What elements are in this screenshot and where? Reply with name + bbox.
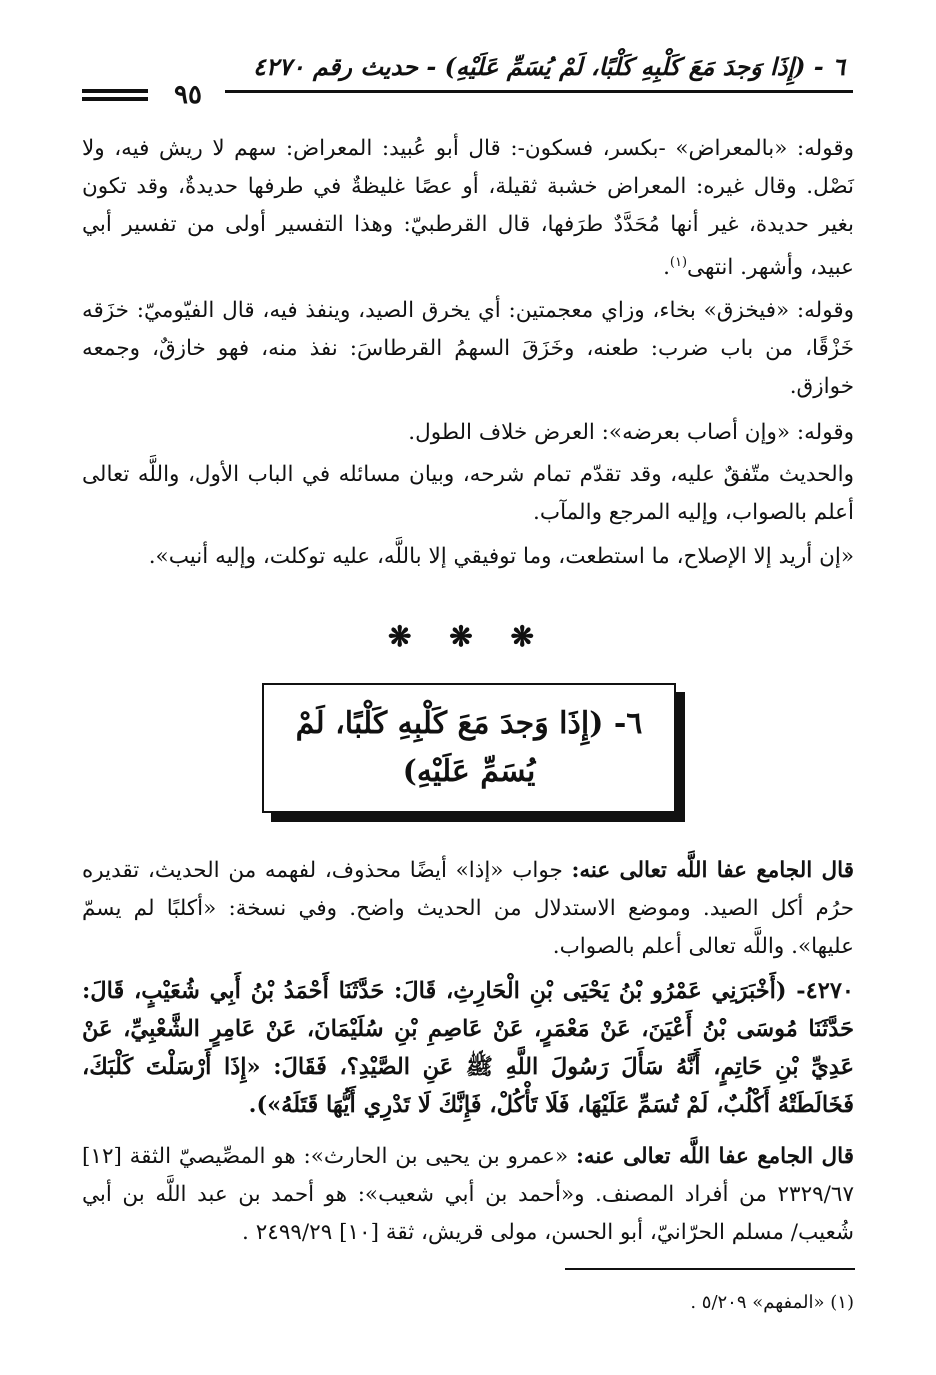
chapter-title: ٦- (إِذَا وَجدَ مَعَ كَلْبِهِ كَلْبًا، لَمْ يُسَمِّ عَلَيْهِ)	[295, 706, 643, 789]
paragraph-ard: وقوله: «وإن أصاب بعرضه»: العرض خلاف الطول.	[408, 420, 854, 445]
footnote: (١) «المفهم» ٥/٢٠٩ .	[690, 1292, 854, 1313]
chapter-title-box	[262, 683, 676, 813]
commentary-text: «عمرو بن يحيى بن الحارث»: هو المصِّيصيّ الثقة [١٢] ٢٣٢٩/٦٧ من أفراد المصنف. و«أحمد بن أبي شعيب»: هو أحمد بن عبد اللَّه بن أبي شُعيب/ مسلم الحرّانيّ، أبو الحسن، مولى قريش، ثقة [١٠] ٢٤٩٩/٢٩ .	[82, 1144, 854, 1245]
hadith-text: ٤٢٧٠- (أَخْبَرَنِي عَمْرُو بْنُ يَحْيَى بْنِ الْحَارِثِ، قَالَ: حَدَّثَنَا أَحْمَدُ بْنُ أَبِي شُعَيْبٍ، قَالَ: حَدَّثَنَا مُوسَى بْنُ أَعْيَنَ، عَنْ مَعْمَرٍ، عَنْ عَاصِمِ بْنِ سُلَيْمَانَ، عَنْ عَامِرٍ الشَّعْبِيِّ، عَنْ عَدِيِّ بْنِ حَاتِمٍ، أَنَّهُ سَأَلَ رَسُولَ اللَّهِ ﷺ عَنِ الصَّيْدِ؟، فَقَالَ: «إِذَا أَرْسَلْتَ كَلْبَكَ، فَخَالَطَتْهُ أَكْلُبٌ، لَمْ تُسَمِّ عَلَيْهَا، فَلَا تَأْكُلْ، فَإِنَّكَ لَا تَدْرِي أَيُّهَا قَتَلَهُ»).	[82, 978, 854, 1118]
commentary-text: جواب «إذا» أيضًا محذوف، لفهمه من الحديث، تقديره حرُم أكل الصيد. وموضع الاستدلال من الحديث واضح. وفي نسخة: «أكلبًا لم يسمّ عليها». واللَّه تعالى أعلم بالصواب.	[82, 858, 854, 959]
section-separator: ❋ ❋ ❋	[388, 620, 548, 653]
paragraph-commentary-1	[82, 852, 854, 966]
paragraph-end: .	[663, 255, 670, 281]
commentary-lead: قال الجامع عفا اللَّه تعالى عنه:	[575, 1144, 854, 1169]
footnote-rule	[565, 1268, 855, 1270]
header-rule	[225, 90, 853, 93]
page-number: ٩٥	[174, 80, 202, 110]
running-title: ٦ - (إِذَا وَجدَ مَعَ كَلْبِهِ كَلْبًا، لَمْ يُسَمِّ عَلَيْهِ) - حديث رقم ٤٢٧٠	[253, 52, 845, 81]
footnote-ref: (١)	[669, 255, 688, 270]
paragraph-quran-quote: «إن أريد إلا الإصلاح، ما استطعت، وما توفيقي إلا باللَّه، عليه توكلت، وإليه أنيب».	[148, 544, 854, 569]
paragraph-commentary-2	[82, 1138, 854, 1252]
commentary-lead: قال الجامع عفا اللَّه تعالى عنه:	[571, 858, 855, 883]
paragraph-text: وقوله: «بالمعراض» -بكسر، فسكون-: قال أبو عُبيد: المعراض: سهم لا ريش فيه، ولا نَصْل. وقال غيره: المعراض خشبة ثقيلة، أو عصًا غليظةٌ في طرفها حديدةٌ، وقد تكون بغير حديدة، غير أنها مُحَدَّدٌ طرَفها، قال القرطبيّ: وهذا التفسير أولى من تفسير أبي عبيد، وأشهر. انتهى	[82, 136, 854, 281]
paragraph-miraad	[82, 130, 854, 287]
paragraph-khazq: وقوله: «فيخزق» بخاء، وزاي معجمتين: أي يخرق الصيد، وينفذ فيه، قال الفيّوميّ: خزَقه خَزْقًا، من باب ضرب: طعنه، وخَزَقَ السهمُ القرطاسَ: نفذ منه، فهو خازقٌ، وجمعه خوازق.	[82, 298, 854, 399]
paragraph-hadith-agreed: والحديث متّفقٌ عليه، وقد تقدّم تمام شرحه، وبيان مسائله في الباب الأول، واللَّه تعالى أعلم بالصواب، وإليه المرجع والمآب.	[82, 462, 854, 525]
page-number-rule-top	[82, 89, 148, 93]
page-number-rule-bottom	[82, 97, 148, 101]
